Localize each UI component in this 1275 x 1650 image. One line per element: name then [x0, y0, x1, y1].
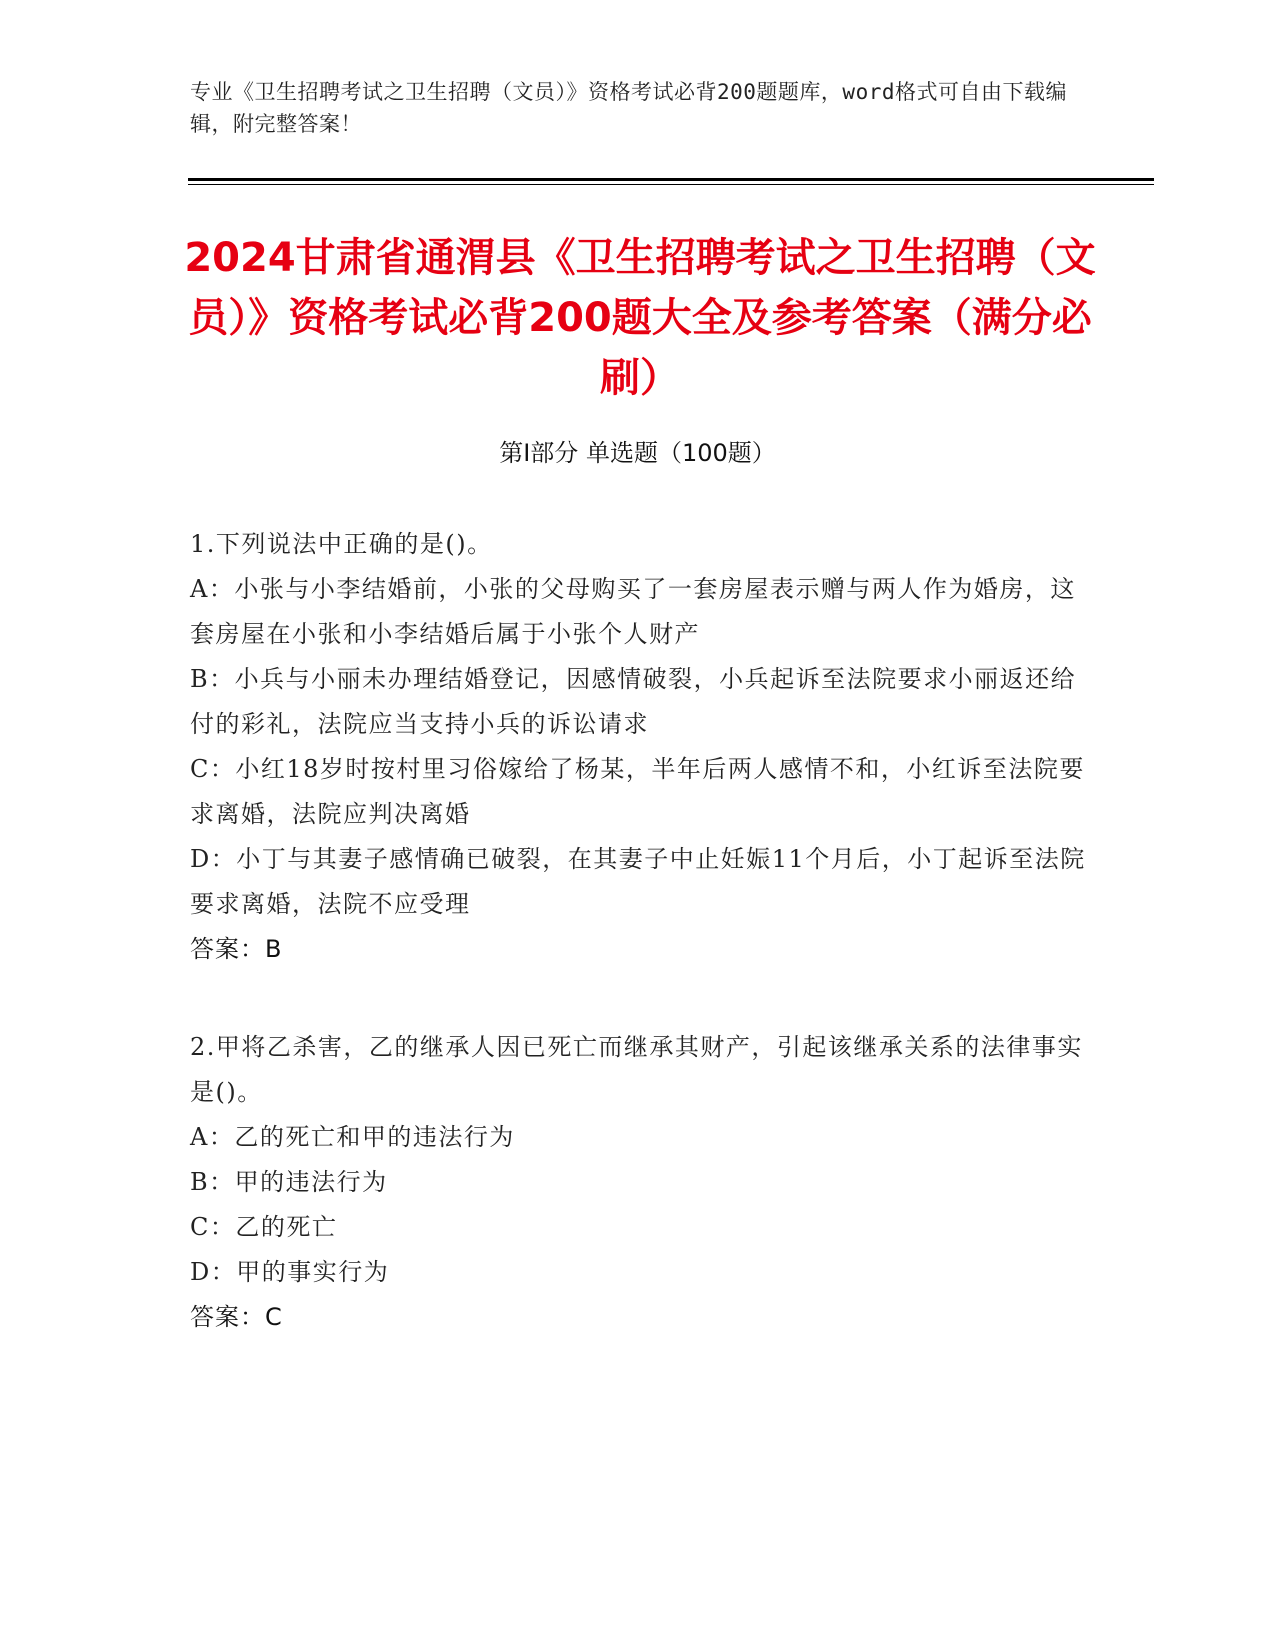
header-divider-thick — [188, 178, 1154, 181]
option-b: B：甲的违法行为 — [190, 1168, 388, 1196]
question-1 — [190, 522, 1090, 972]
option-c: C：乙的死亡 — [190, 1213, 338, 1241]
question-stem: 1.下列说法中正确的是()。 — [190, 530, 493, 558]
answer-label: 答案：B — [190, 935, 283, 963]
option-c: C：小红18岁时按村里习俗嫁给了杨某，半年后两人感情不和，小红诉至法院要求离婚，法院应判决离婚 — [190, 755, 1085, 828]
option-d: D：小丁与其妻子感情确已破裂，在其妻子中止妊娠11个月后，小丁起诉至法院要求离婚，法院不应受理 — [190, 845, 1086, 918]
option-a: A：乙的死亡和甲的违法行为 — [190, 1123, 515, 1151]
document-title: 2024甘肃省通渭县《卫生招聘考试之卫生招聘（文员）》资格考试必背200题大全及参考答案（满分必刷） — [184, 235, 1096, 401]
option-d: D：甲的事实行为 — [190, 1258, 390, 1286]
section-title: 第Ⅰ部分 单选题（100题） — [499, 439, 776, 467]
header-note: 专业《卫生招聘考试之卫生招聘（文员）》资格考试必背200题题库，word格式可自由下载编辑，附完整答案！ — [190, 80, 1067, 136]
option-b: B：小兵与小丽未办理结婚登记，因感情破裂，小兵起诉至法院要求小丽返还给付的彩礼，法院应当支持小兵的诉讼请求 — [190, 665, 1077, 738]
answer-label: 答案：C — [190, 1303, 283, 1331]
question-2 — [190, 1025, 1090, 1340]
option-a: A：小张与小李结婚前，小张的父母购买了一套房屋表示赠与两人作为婚房，这套房屋在小张和小李结婚后属于小张个人财产 — [190, 575, 1076, 648]
question-stem: 2.甲将乙杀害，乙的继承人因已死亡而继承其财产，引起该继承关系的法律事实是()。 — [190, 1033, 1083, 1106]
header-divider-thin — [188, 184, 1154, 185]
